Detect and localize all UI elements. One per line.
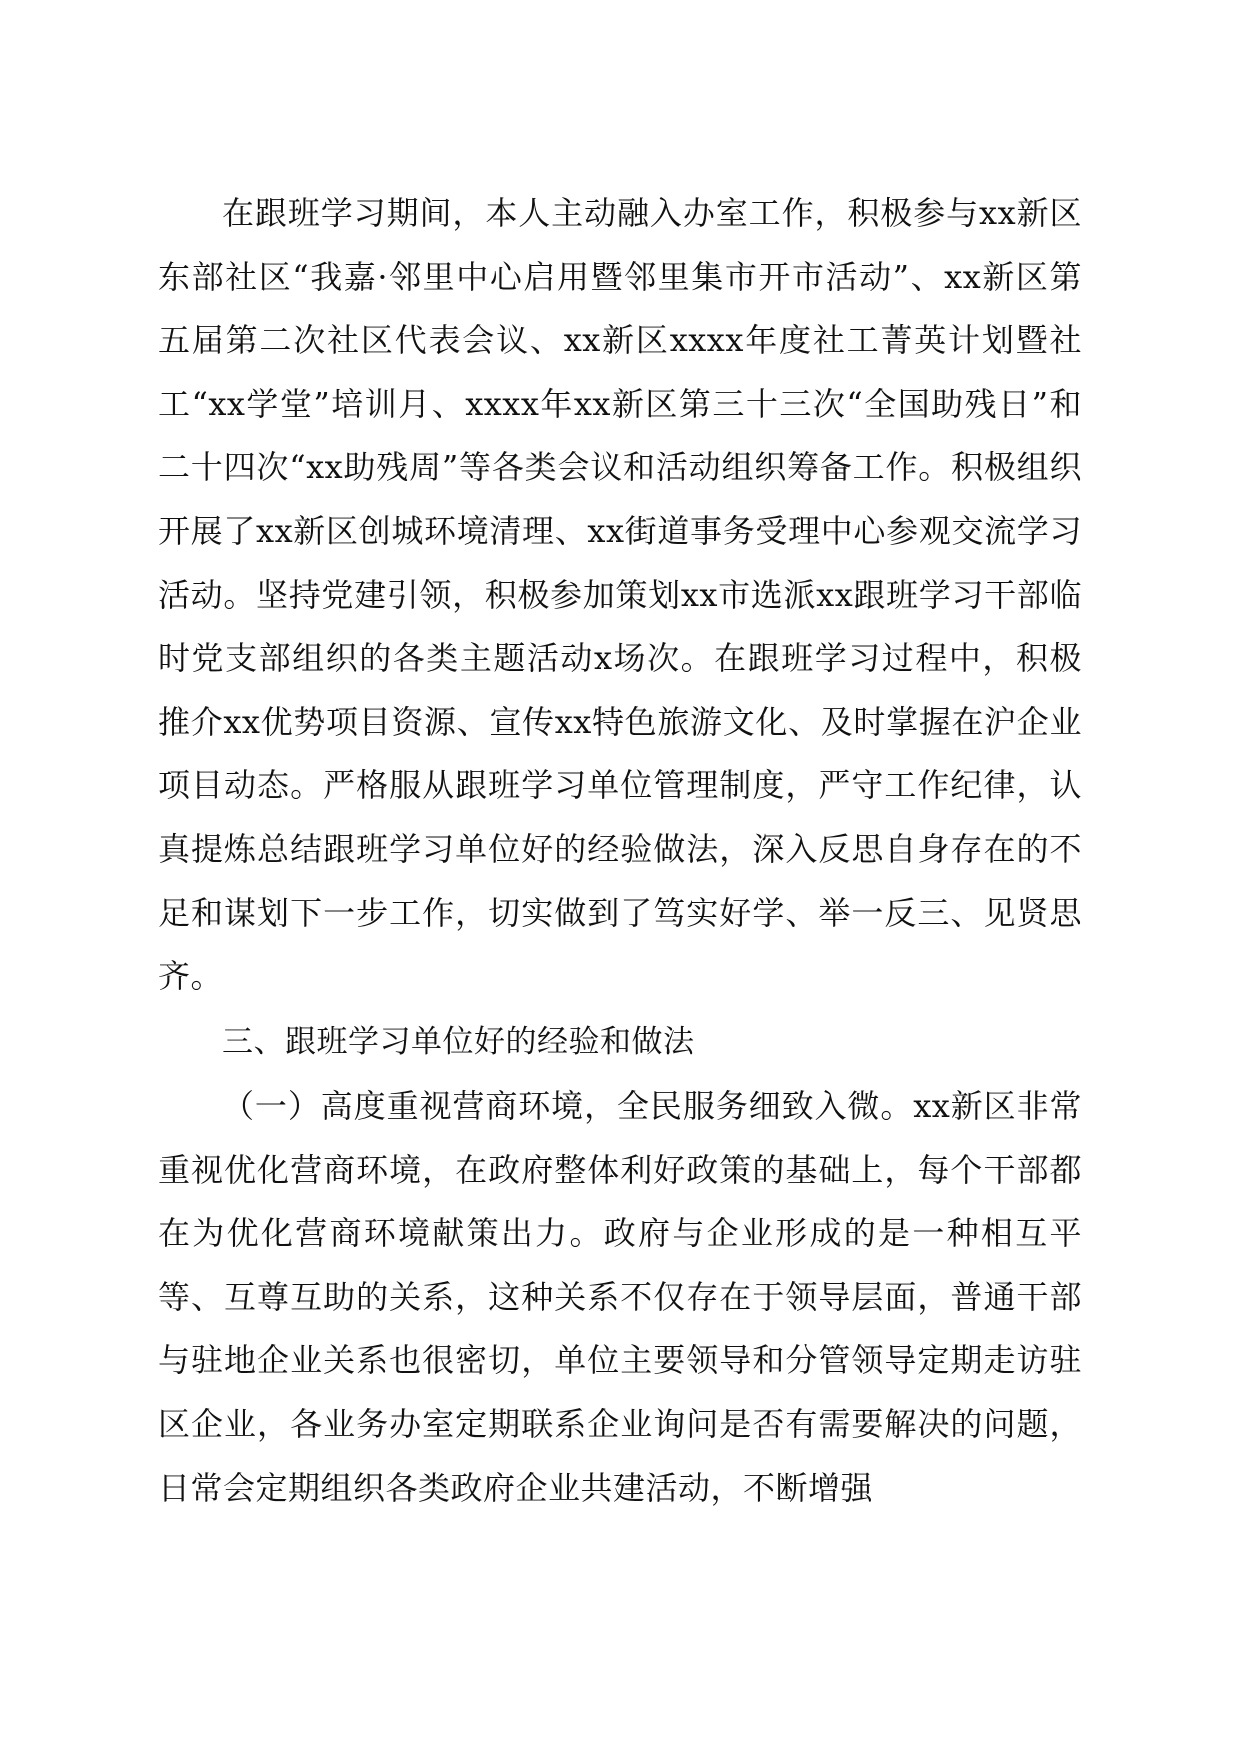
body-paragraph-2: （一）高度重视营商环境，全民服务细致入微。xx新区非常重视优化营商环境，在政府整体利好政策的基础上，每个干部都在为优化营商环境献策出力。政府与企业形成的是一种相互平等、互尊互助的关系，这种关系不仅存在于领导层面，普通干部与驻地企业关系也很密切，单位主要领导和分管领导定期走访驻区企业，各业务办室定期联系企业询问是否有需要解决的问题，日常会定期组织各类政府企业共建活动，不断增强 <box>158 1087 1082 1507</box>
body-paragraph-1: 在跟班学习期间，本人主动融入办室工作，积极参与xx新区东部社区“我嘉·邻里中心启用暨邻里集市开市活动”、xx新区第五届第二次社区代表会议、xx新区xxxx年度社工菁英计划暨社工“xx学堂”培训月、xxxx年xx新区第三十三次“全国助残日”和二十四次“xx助残周”等各类会议和活动组织筹备工作。积极组织开展了xx新区创城环境清理、xx街道事务受理中心参观交流学习活动。坚持党建引领，积极参加策划xx市选派xx跟班学习干部临时党支部组织的各类主题活动x场次。在跟班学习过程中，积极推介xx优势项目资源、宣传xx特色旅游文化、及时掌握在沪企业项目动态。严格服从跟班学习单位管理制度，严守工作纪律，认真提炼总结跟班学习单位好的经验做法，深入反思自身存在的不足和谋划下一步工作，切实做到了笃实好学、举一反三、见贤思齐。 <box>158 194 1082 996</box>
section-heading: 三、跟班学习单位好的经验和做法 <box>222 1024 695 1060</box>
